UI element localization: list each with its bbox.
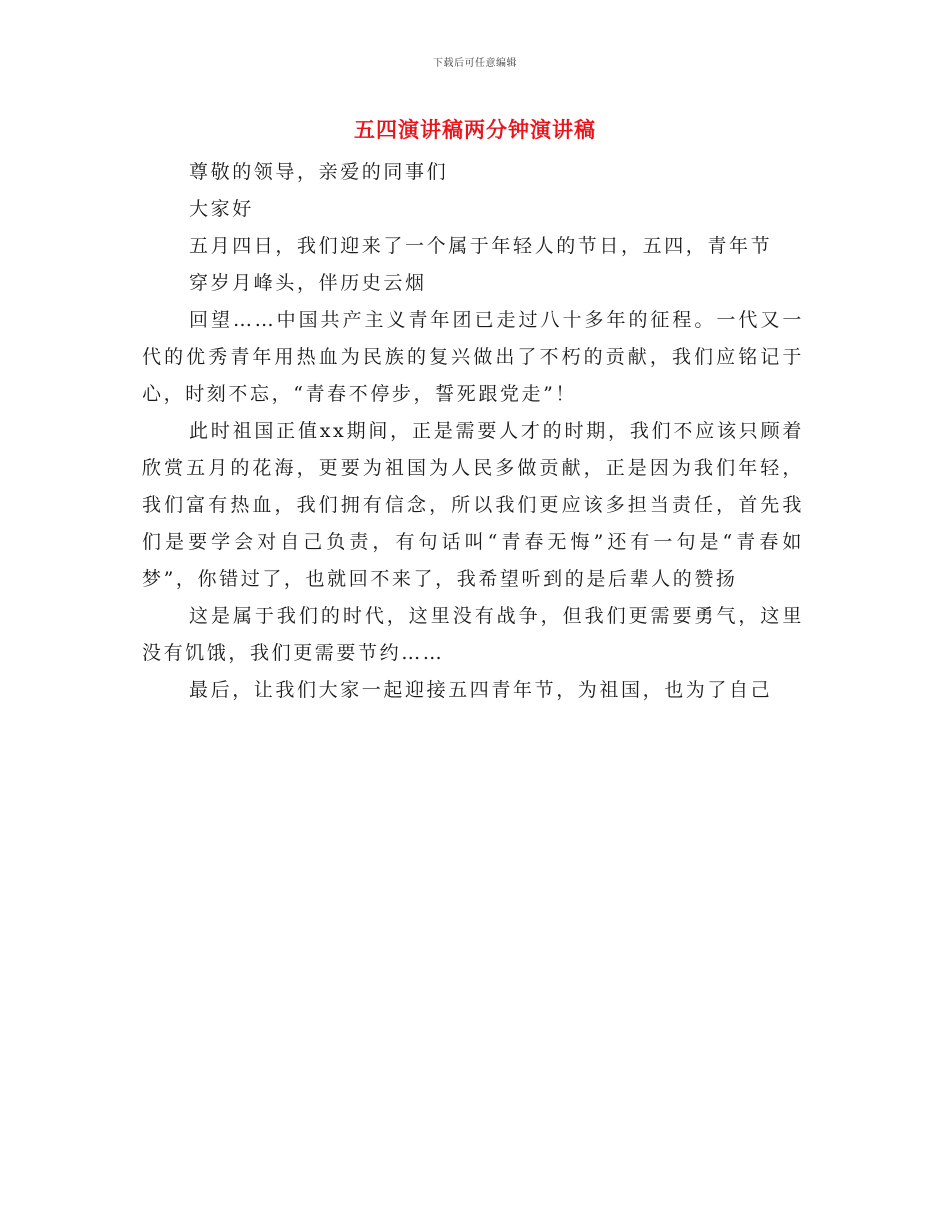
header-note: 下载后可任意编辑 xyxy=(433,58,517,69)
body-paragraph: 这是属于我们的时代，这里没有战争，但我们更需要勇气，这里没有饥饿，我们更需要节约…… xyxy=(142,605,804,664)
body-paragraph: 穿岁月峰头，伴历史云烟 xyxy=(189,272,427,294)
body-paragraph: 五月四日，我们迎来了一个属于年轻人的节日，五四，青年节 xyxy=(189,235,773,257)
salutation-paragraph: 尊敬的领导，亲爱的同事们 xyxy=(189,161,449,183)
body-paragraph: 回望……中国共产主义青年团已走过八十多年的征程。一代又一代的优秀青年用热血为民族的复兴做出了不朽的贡献，我们应铭记于心，时刻不忘，“青春不停步，誓死跟党走”！ xyxy=(142,309,804,405)
closing-paragraph: 最后，让我们大家一起迎接五四青年节，为祖国，也为了自己 xyxy=(189,679,773,701)
document-title: 五四演讲稿两分钟演讲稿 xyxy=(354,117,596,142)
greeting-paragraph: 大家好 xyxy=(189,198,254,220)
body-paragraph: 此时祖国正值xx期间，正是需要人才的时期，我们不应该只顾着欣赏五月的花海，更要为祖国为人民多做贡献，正是因为我们年轻，我们富有热血，我们拥有信念，所以我们更应该多担当责任，首先我们是要学会对自己负责，有句话叫“青春无悔”还有一句是“青春如梦”，你错过了，也就回不来了，我希望听到的是后辈人的赞扬 xyxy=(142,420,804,590)
document-body xyxy=(142,154,804,709)
